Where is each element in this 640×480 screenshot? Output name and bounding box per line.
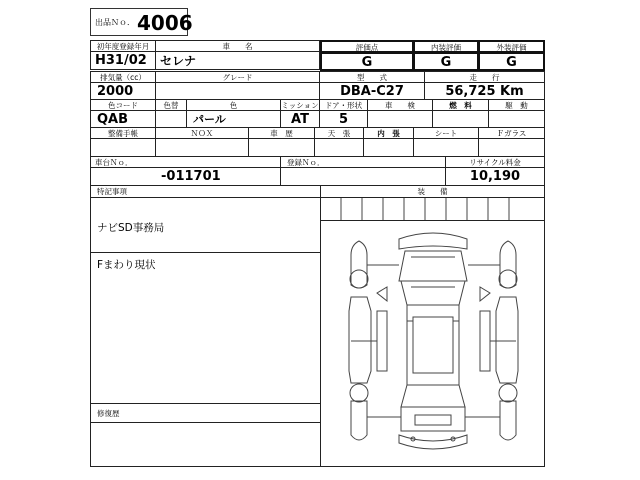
recycle-cell: [445, 167, 545, 186]
displacement-value: 2000: [97, 84, 134, 99]
lot-number-box: [90, 8, 193, 36]
inspection-header: 車 検: [367, 99, 433, 111]
seat-cell: [413, 138, 479, 157]
color-code-header: 色コード: [90, 99, 156, 111]
remark-2: Fまわり現状: [97, 259, 156, 271]
history-header: 車 歴: [248, 127, 315, 139]
car-diagram-icon: [321, 221, 546, 468]
history-cell: [248, 138, 315, 157]
equipment-grid: [320, 197, 545, 221]
color-type-header: 色替: [155, 99, 187, 111]
inspection-cell: [367, 110, 433, 128]
drive-header: 駆 動: [488, 99, 545, 111]
remarks-header: 特記事項: [90, 185, 321, 198]
interior-up-header: 内 張: [363, 127, 414, 139]
color-cell: [186, 110, 281, 128]
lot-number-label: 出品Ｎｏ．: [95, 18, 135, 27]
glass-header: Ｆガラス: [478, 127, 545, 139]
color-value: パール: [193, 113, 226, 126]
glass-cell: [478, 138, 545, 157]
color-type-cell: [155, 110, 187, 128]
year-header: 初年度登録年月: [90, 40, 156, 52]
remarks-box-2: [90, 252, 321, 404]
reg-cell: [280, 167, 446, 186]
interior-up-cell: [363, 138, 414, 157]
repair-header: 修復歴: [90, 403, 321, 423]
reg-header: 登録Ｎｏ．: [280, 156, 446, 168]
year-cell: [90, 51, 156, 70]
fuel-header: 燃 料: [432, 99, 489, 111]
year-value: H31/02: [95, 53, 147, 68]
model-value: DBA-C27: [340, 84, 404, 99]
exterior-value: G: [506, 55, 517, 70]
mission-header: ミッション: [281, 101, 319, 110]
equipment-grid-lines: [321, 198, 546, 222]
fuel-cell: [432, 110, 489, 128]
car-name-value: セレナ: [160, 54, 197, 68]
manual-cell: [90, 138, 156, 157]
door-value: 5: [338, 112, 349, 127]
grade-header: グレード: [155, 71, 320, 83]
sunroof-header: 天 張: [314, 127, 364, 139]
color-code-cell: [90, 110, 156, 128]
recycle-value: 10,190: [469, 169, 521, 184]
grade-score-value: G: [361, 55, 373, 70]
model-header: 型 式: [319, 71, 425, 83]
chassis-header: 車台Ｎｏ．: [90, 156, 281, 168]
door-header: ドア・形状: [319, 99, 368, 111]
mission-cell: [280, 110, 320, 128]
exterior-cell: [478, 52, 545, 71]
seat-header: シート: [413, 127, 479, 139]
nox-cell: [155, 138, 249, 157]
grade-score-cell: [320, 52, 414, 71]
repair-box: [90, 422, 321, 467]
car-name-cell: [155, 51, 320, 70]
remark-1: ナビSD事務局: [97, 222, 165, 234]
nox-header: ＮＯＸ: [155, 127, 249, 139]
remarks-box-1: [90, 197, 321, 253]
door-cell: [319, 110, 368, 128]
model-cell: [319, 82, 425, 100]
displacement-header: 排気量（cc）: [90, 71, 156, 83]
car-diagram-box: [320, 220, 545, 467]
mileage-value: 56,725 Km: [445, 84, 524, 99]
grade-cell: [155, 82, 320, 100]
chassis-value: -011701: [161, 169, 221, 184]
mission-value: AT: [291, 112, 309, 127]
displacement-cell: [90, 82, 156, 100]
drive-cell: [488, 110, 545, 128]
lot-number: 4006: [137, 11, 193, 35]
sunroof-cell: [314, 138, 364, 157]
interior-header: 内装評価: [413, 40, 479, 53]
color-code-value: QAB: [97, 112, 129, 127]
interior-value: G: [440, 55, 452, 70]
color-header: 色: [186, 99, 281, 111]
exterior-header: 外装評価: [478, 40, 545, 53]
mileage-header: 走 行: [424, 71, 545, 83]
mileage-cell: [424, 82, 545, 100]
interior-cell: [413, 52, 479, 71]
grade-score-header: 評価点: [320, 40, 414, 53]
chassis-cell: [90, 167, 281, 186]
car-name-header: 車 名: [155, 40, 320, 52]
recycle-header: リサイクル料金: [445, 156, 545, 168]
manual-header: 整備手帳: [90, 127, 156, 139]
equipment-header: 装 備: [320, 185, 545, 198]
